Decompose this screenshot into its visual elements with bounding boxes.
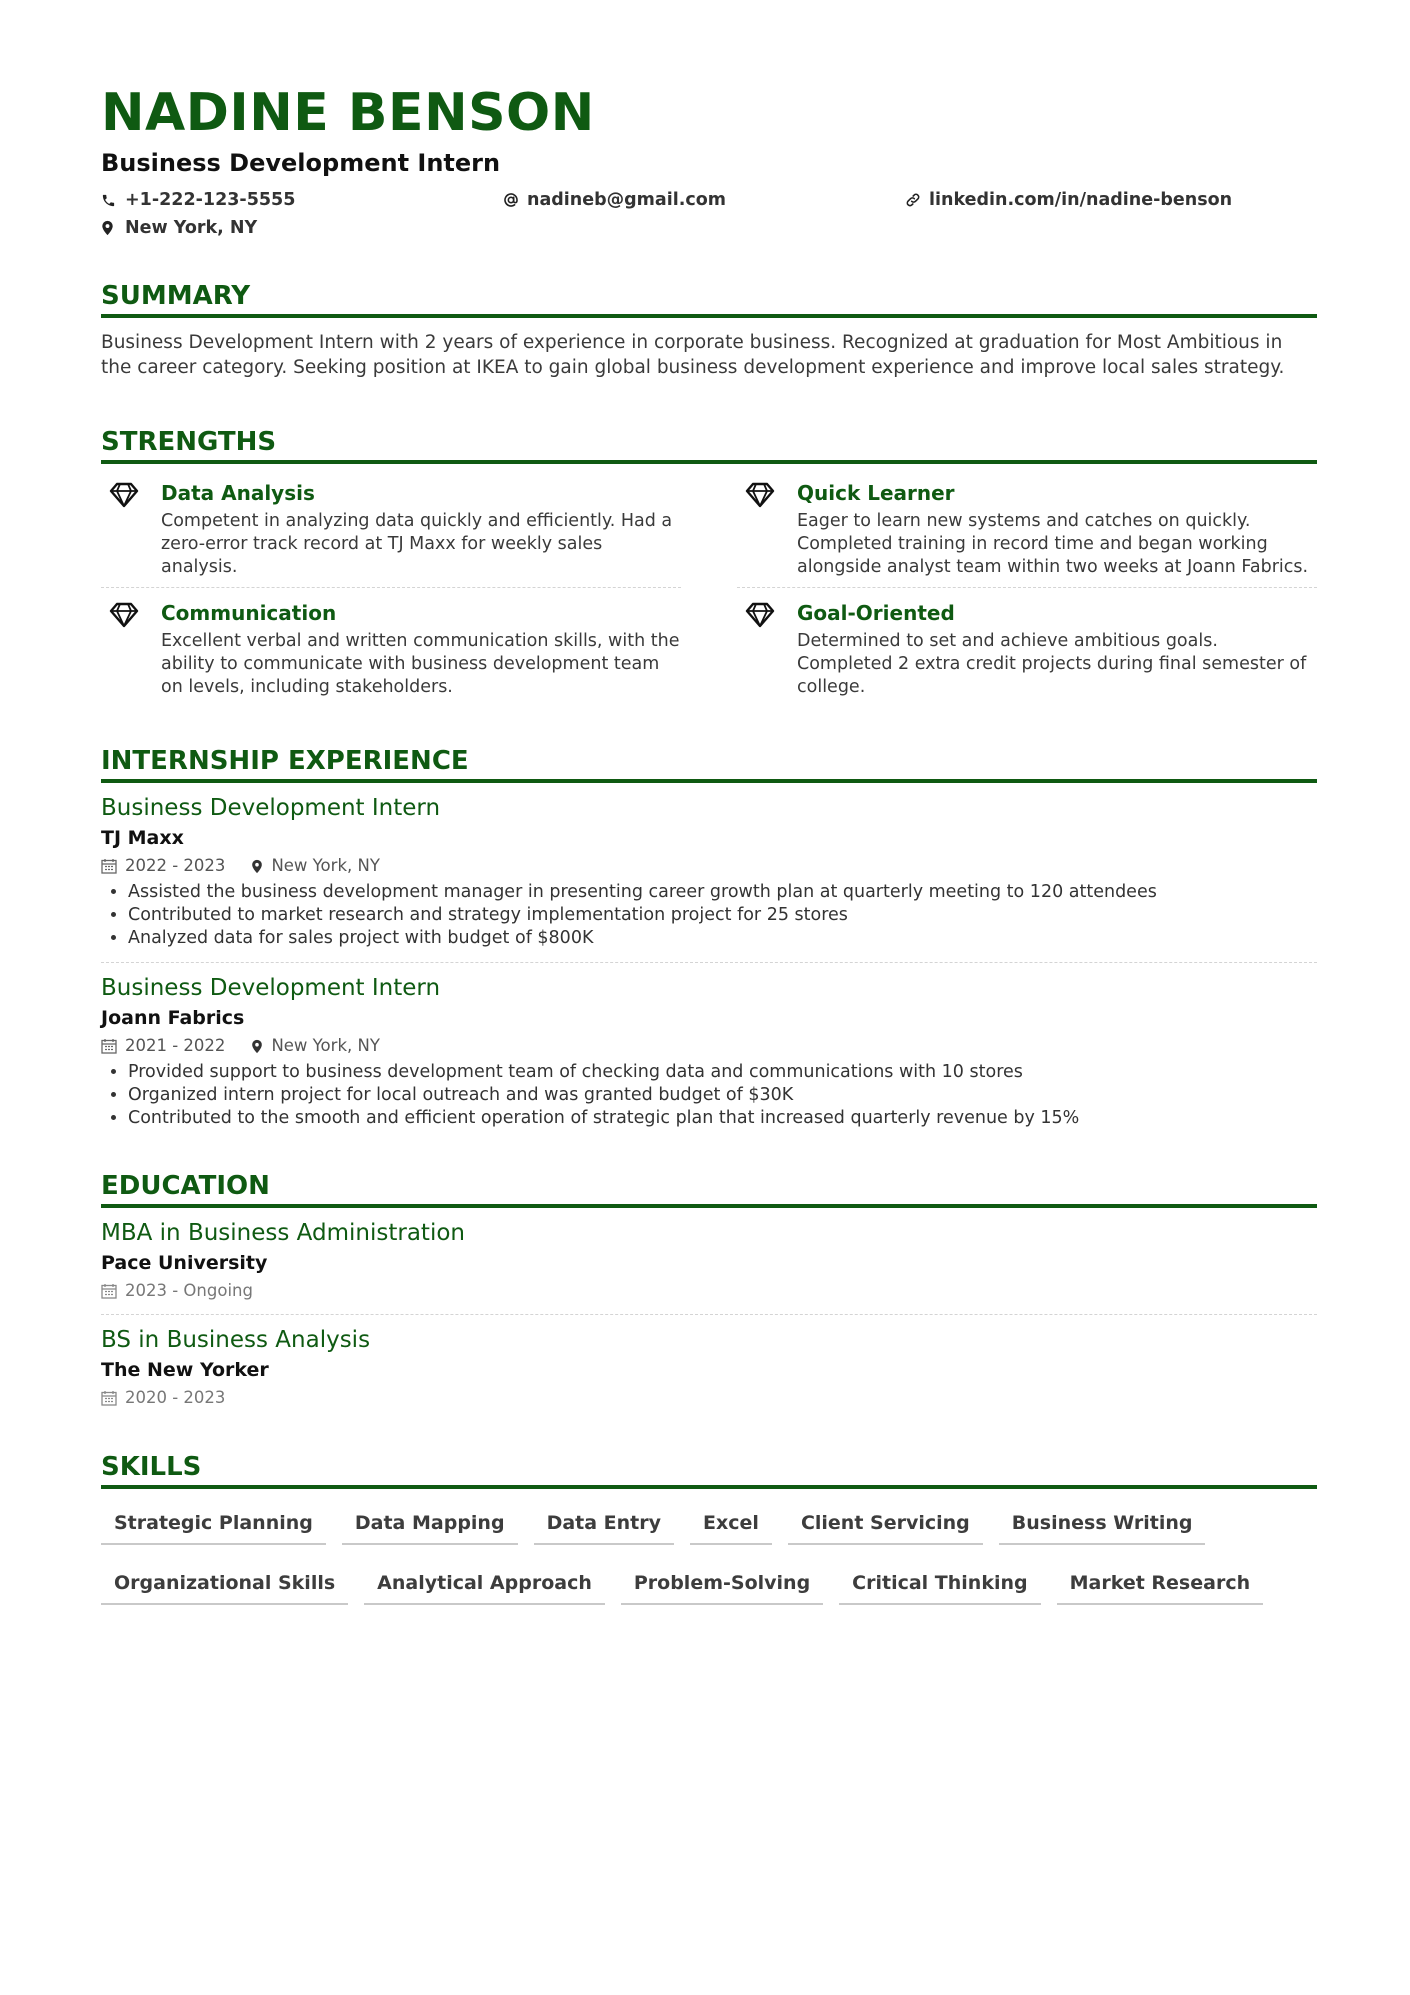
strength-item (737, 598, 1317, 709)
contact-email[interactable] (503, 186, 905, 214)
degree-title: MBA in Business Administration (101, 1220, 465, 1246)
skill-tag: Organizational Skills (101, 1563, 348, 1605)
diamond-icon (101, 600, 161, 699)
contact-email-text: nadineb@gmail.com (527, 190, 726, 210)
school-name: The New Yorker (101, 1359, 269, 1381)
summary-section (101, 280, 1317, 380)
education-dates: 2020 - 2023 (125, 1388, 226, 1407)
strength-description: Competent in analyzing data quickly and efficiently. Had a zero-error track record at TJ Maxx for weekly sales analysis. (161, 511, 673, 577)
strength-title: Quick Learner (797, 481, 955, 505)
contact-location (101, 214, 503, 242)
skills-row-2 (101, 1563, 1317, 1619)
calendar-icon (101, 1038, 117, 1054)
contact-linkedin[interactable] (905, 186, 1307, 214)
candidate-headline: Business Development Intern (101, 149, 501, 177)
summary-heading: SUMMARY (101, 280, 1317, 318)
degree-title: BS in Business Analysis (101, 1327, 371, 1353)
skills-section (101, 1451, 1317, 1619)
experience-section (101, 745, 1317, 1142)
list-item: • Analyzed data for sales project with budget of $800K (128, 927, 1317, 950)
job-meta (101, 1035, 1317, 1057)
skills-heading: SKILLS (101, 1451, 1317, 1489)
link-icon (905, 191, 927, 209)
job-location: New York, NY (271, 856, 380, 875)
strength-item (101, 478, 681, 588)
skill-tag: Critical Thinking (839, 1563, 1040, 1605)
contact-list (101, 186, 1317, 242)
diamond-icon (737, 600, 797, 699)
job-title: Business Development Intern (101, 795, 441, 821)
diamond-icon (101, 480, 161, 577)
at-icon (503, 191, 525, 209)
contact-location-text: New York, NY (125, 218, 258, 238)
strength-item (101, 598, 681, 709)
skill-tag: Data Entry (534, 1503, 674, 1545)
education-entry (101, 1208, 1317, 1315)
calendar-icon (101, 1283, 117, 1299)
contact-phone-text: +1-222-123-5555 (125, 190, 296, 210)
location-pin-icon (251, 1039, 263, 1054)
candidate-name: NADINE BENSON (101, 83, 595, 143)
strength-title: Goal-Oriented (797, 601, 955, 625)
company-name: TJ Maxx (101, 827, 184, 849)
strength-title: Communication (161, 601, 337, 625)
list-item: • Organized intern project for local outreach and was granted budget of $30K (128, 1084, 1317, 1107)
strength-item (737, 478, 1317, 588)
school-name: Pace University (101, 1252, 268, 1274)
diamond-icon (737, 480, 797, 577)
resume-content (101, 82, 1317, 1619)
education-dates: 2023 - Ongoing (125, 1281, 253, 1300)
calendar-icon (101, 1390, 117, 1406)
experience-entry (101, 783, 1317, 963)
education-entry (101, 1315, 1317, 1421)
skill-tag: Analytical Approach (364, 1563, 605, 1605)
skill-tag: Data Mapping (342, 1503, 518, 1545)
skills-row-1 (101, 1503, 1317, 1559)
job-location: New York, NY (271, 1036, 380, 1055)
experience-heading: INTERNSHIP EXPERIENCE (101, 745, 1317, 783)
skill-tag: Client Servicing (788, 1503, 983, 1545)
list-item: • Assisted the business development manager in presenting career growth plan at quarterly meeting to 120 attendees (128, 881, 1317, 904)
skill-tag: Excel (690, 1503, 772, 1545)
job-bullets (101, 881, 1317, 950)
job-bullets (101, 1061, 1317, 1130)
strength-description: Eager to learn new systems and catches on quickly. Completed training in record time and began working alongside analyst team within two weeks at Joann Fabrics. (797, 511, 1309, 577)
job-dates: 2021 - 2022 (125, 1036, 226, 1055)
list-item: • Contributed to market research and strategy implementation project for 25 stores (128, 904, 1317, 927)
strengths-heading: STRENGTHS (101, 426, 1317, 464)
summary-text: Business Development Intern with 2 years of experience in corporate business. Recognized at graduation for Most Ambitious in the career category. Seeking position at IKEA to gain global business development experience and improve local sales strategy. (101, 332, 1285, 378)
skill-tag: Business Writing (999, 1503, 1206, 1545)
job-dates: 2022 - 2023 (125, 856, 226, 875)
company-name: Joann Fabrics (101, 1007, 245, 1029)
education-meta (101, 1280, 1317, 1302)
strength-description: Excellent verbal and written communication skills, with the ability to communicate with business development team on levels, including stakeholders. (161, 631, 680, 697)
calendar-icon (101, 858, 117, 874)
education-section (101, 1170, 1317, 1421)
skill-tag: Strategic Planning (101, 1503, 326, 1545)
education-heading: EDUCATION (101, 1170, 1317, 1208)
skill-tag: Market Research (1057, 1563, 1264, 1605)
job-title: Business Development Intern (101, 975, 441, 1001)
strength-description: Determined to set and achieve ambitious goals. Completed 2 extra credit projects during final semester of college. (797, 631, 1307, 697)
location-pin-icon (251, 859, 263, 874)
list-item: • Provided support to business development team of checking data and communications with 10 stores (128, 1061, 1317, 1084)
list-item: • Contributed to the smooth and efficient operation of strategic plan that increased quarterly revenue by 15% (128, 1107, 1317, 1130)
skill-tag: Problem-Solving (621, 1563, 823, 1605)
strength-title: Data Analysis (161, 481, 315, 505)
job-meta (101, 855, 1317, 877)
experience-entry (101, 963, 1317, 1142)
phone-icon (101, 191, 123, 209)
strengths-grid (101, 478, 1317, 709)
strengths-section (101, 426, 1317, 709)
location-pin-icon (101, 219, 123, 237)
contact-phone[interactable] (101, 186, 503, 214)
education-meta (101, 1387, 1317, 1409)
contact-linkedin-text: linkedin.com/in/nadine-benson (929, 190, 1233, 210)
